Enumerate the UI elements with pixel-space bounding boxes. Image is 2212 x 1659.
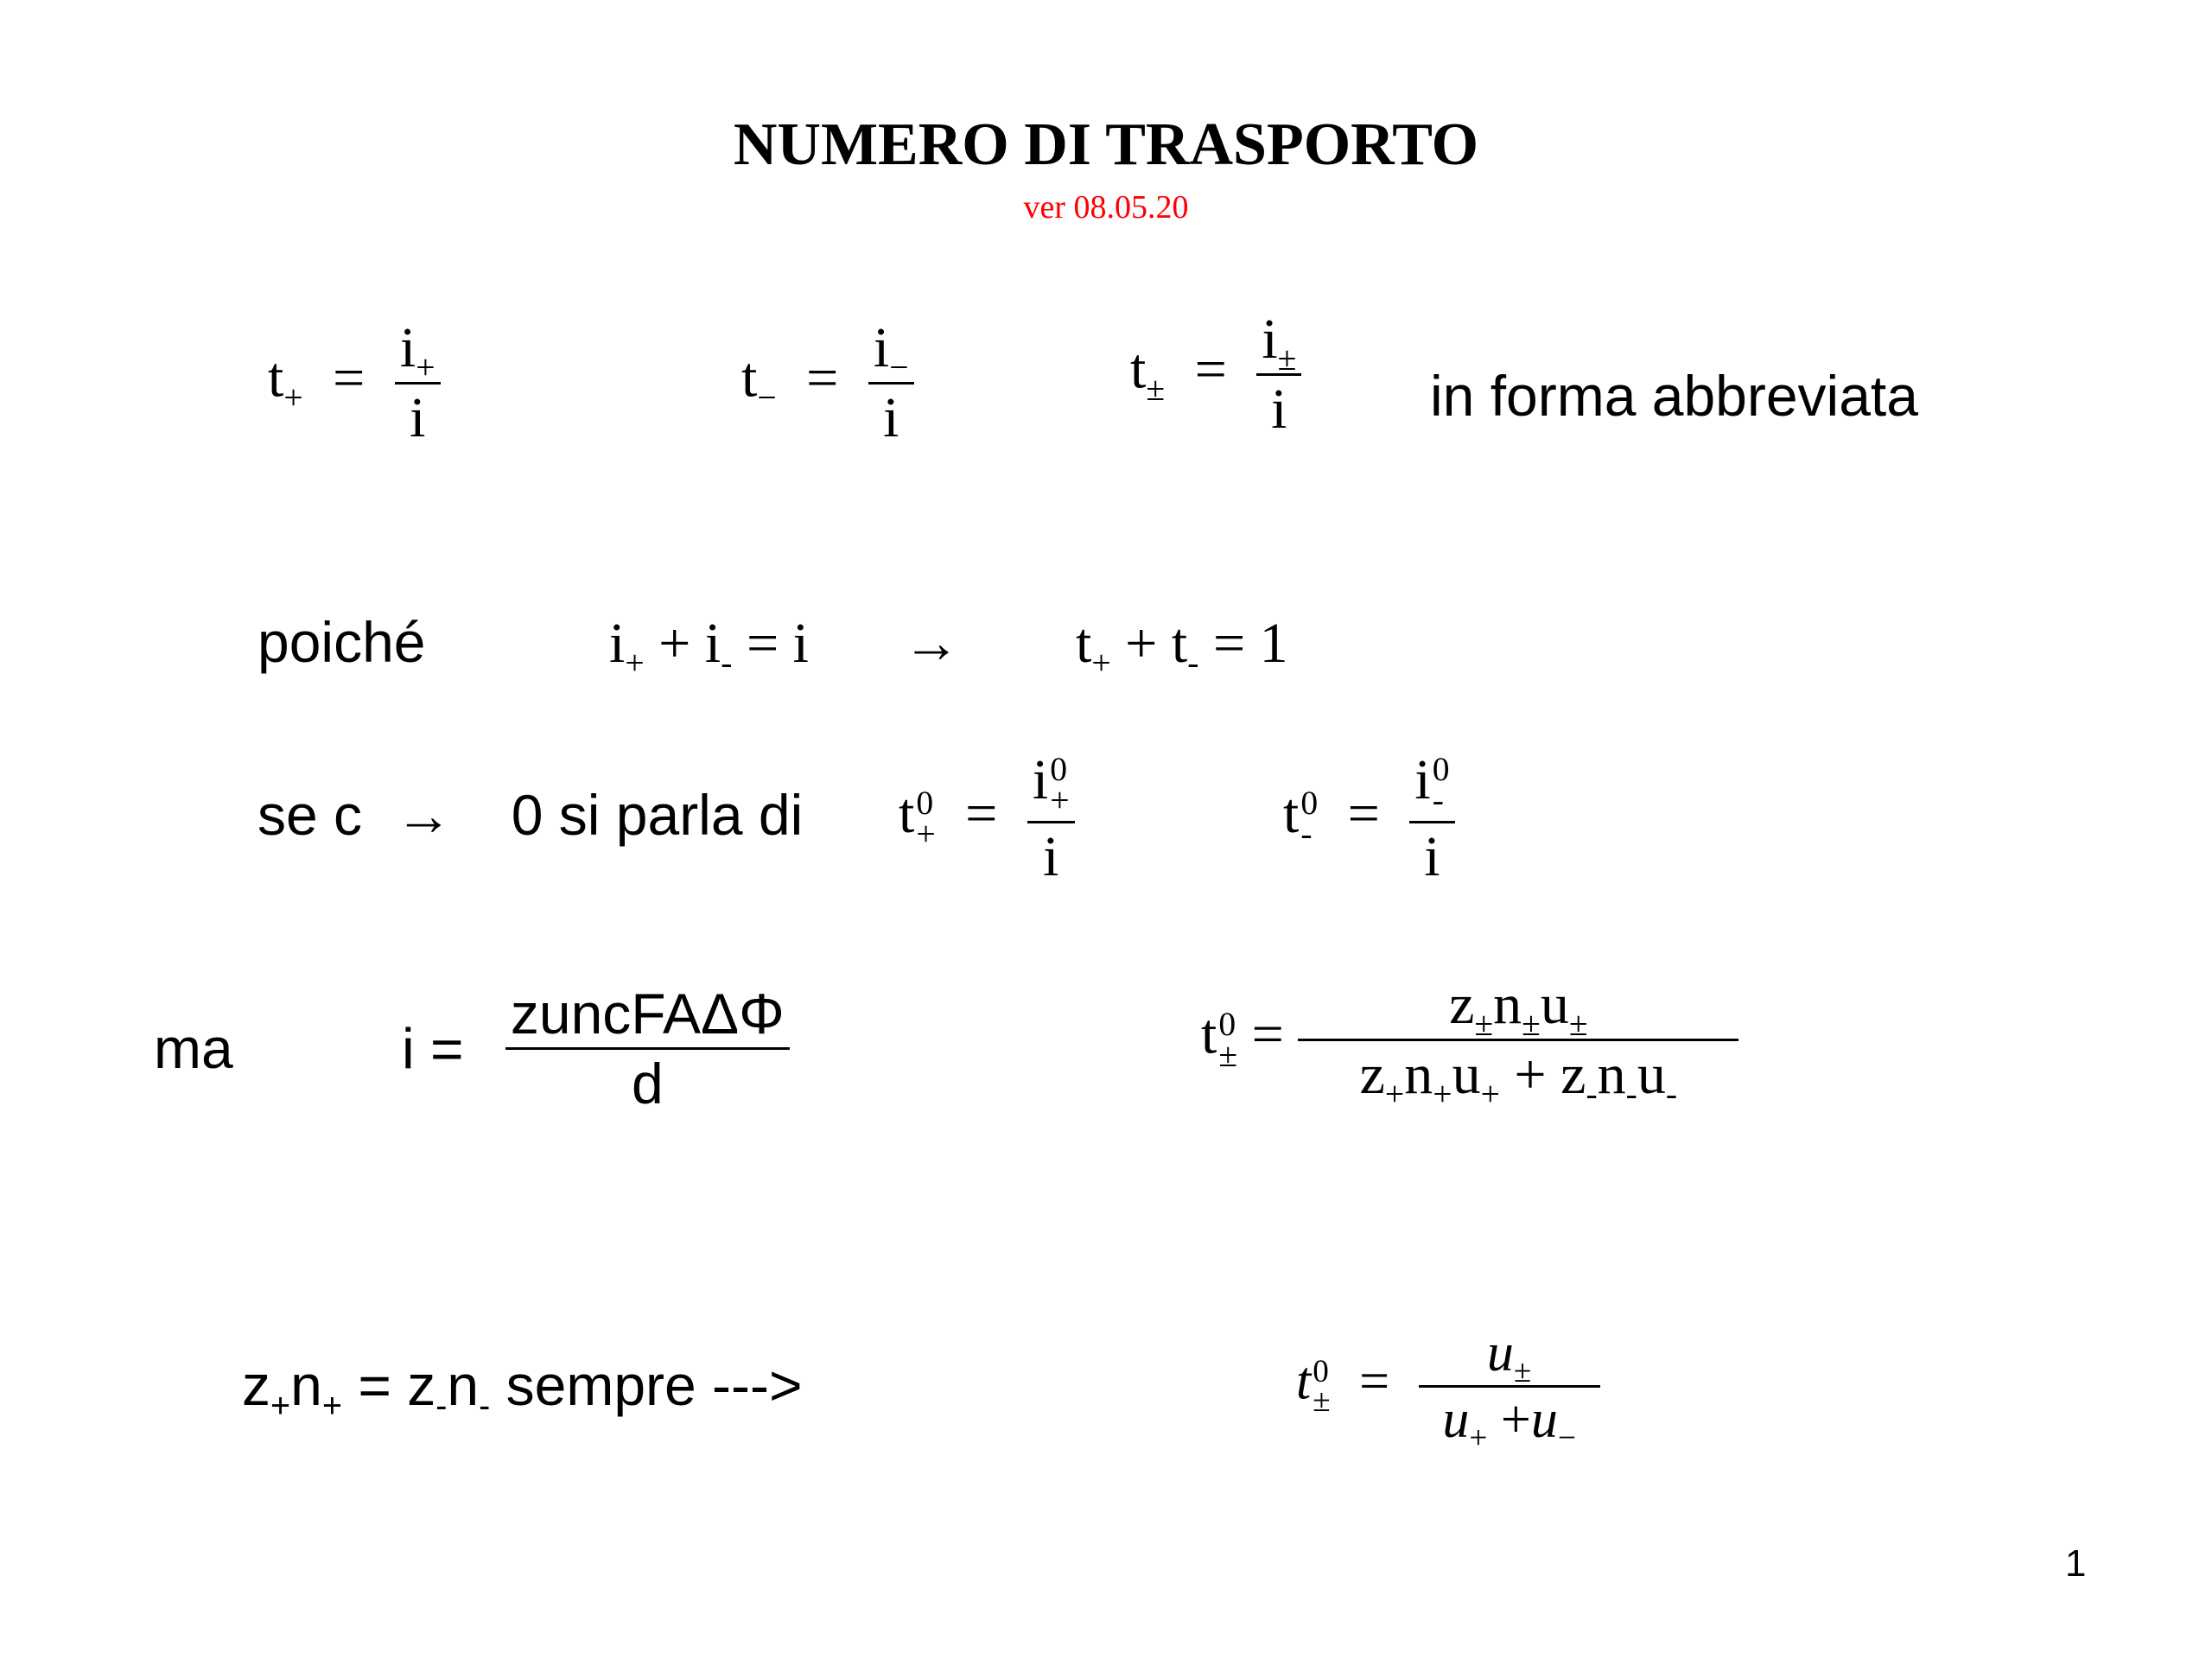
label-ma: ma	[154, 1016, 233, 1080]
note-abbreviated: in forma abbreviata	[1430, 364, 1918, 428]
eq-transport-sum: $t_+ + t_- = 1$	[1076, 612, 1288, 682]
eq-current-formula: i = $\frac{\text{zuncFAΔΦ}}{d}$	[402, 985, 790, 1112]
label-poiche: poiché	[257, 610, 426, 674]
eq-t0-plus: t 0 + = i 0 + i	[899, 752, 1075, 886]
arrow-icon: →	[903, 612, 960, 675]
version-label: ver 08.05.20	[1023, 189, 1189, 226]
eq-t0-mobility-full: t 0 ± = $\frac{z_\pm n_\pm u_\pm}{z_+n_+u_+ + z_-n_-u_-}$	[1201, 976, 1738, 1103]
eq-current-sum: $i_+ + i_- = i$	[609, 612, 809, 682]
eq-t-plus: $t_+$ = $\frac{i_+}{i}$	[268, 320, 441, 447]
label-se-c: se c → 0 si parla di	[257, 783, 804, 848]
eq-t0-minus: t 0 - = i 0 - i	[1283, 752, 1455, 886]
eq-t-minus: $t_-$ = $\frac{i_-}{i}$	[741, 320, 914, 447]
eq-t-pm: $t_\pm$ = $\frac{i_\pm}{i}$	[1130, 311, 1301, 438]
eq-t0-mobility-short: t 0 ± = $\frac{u_\pm}{u_+ +u_-}$	[1296, 1326, 1600, 1446]
page-number: 1	[2065, 1542, 2087, 1585]
eq-electroneutrality: $z_+n_+ = z_-n_-$ sempre --->	[242, 1353, 803, 1425]
page-title: NUMERO DI TRASPORTO	[733, 111, 1479, 178]
